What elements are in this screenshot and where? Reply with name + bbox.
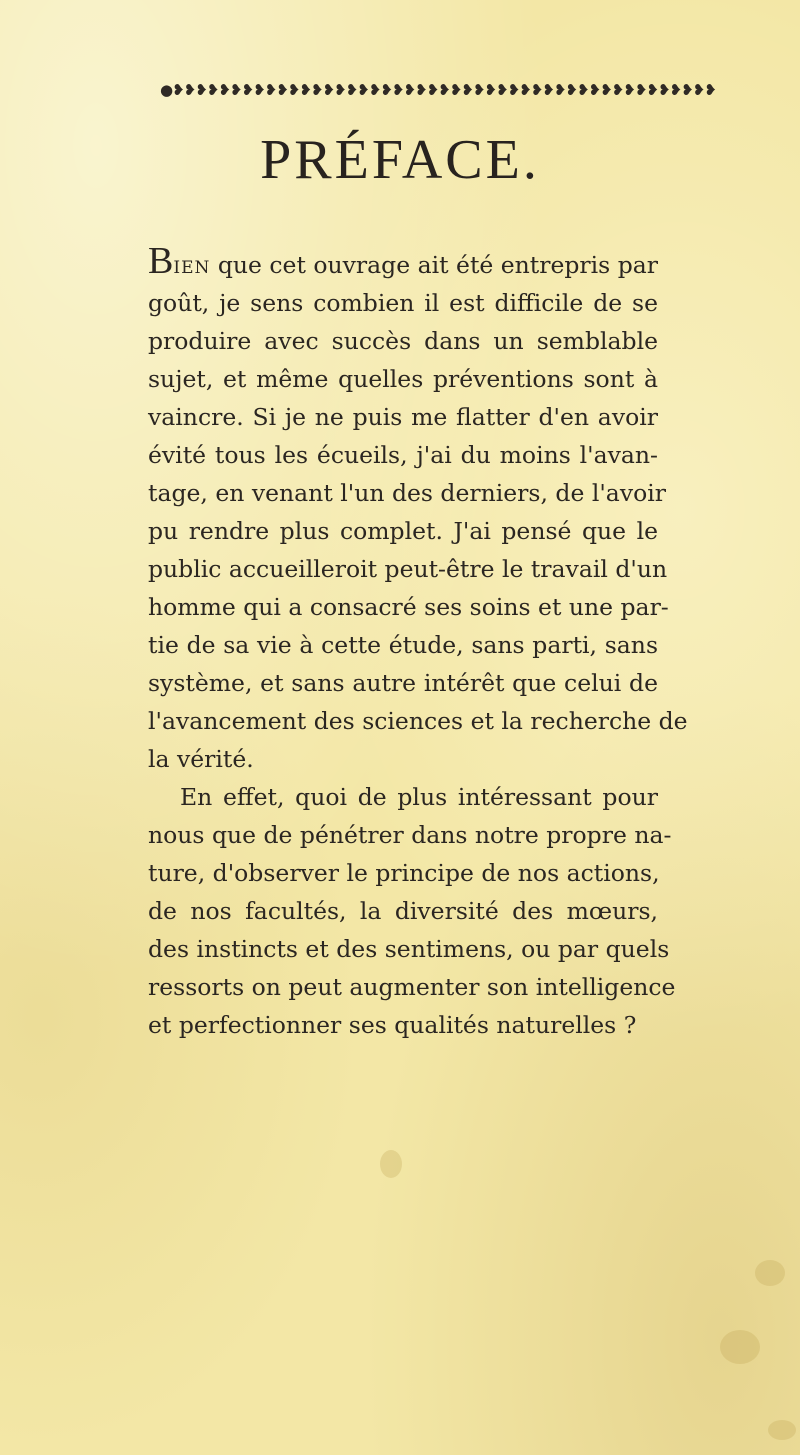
preface-text bbox=[148, 240, 688, 1044]
text-line: BIEN que cet ouvrage ait été entrepris par bbox=[148, 240, 658, 282]
text-line: homme qui a consacré ses soins et une par- bbox=[148, 593, 669, 621]
text-line: l'avancement des sciences et la recherche de bbox=[148, 707, 688, 735]
text-line: tage, en venant l'un des derniers, de l'avoir bbox=[148, 479, 666, 507]
paragraph-2 bbox=[148, 778, 676, 1044]
text-line: des instincts et des sentimens, ou par quels bbox=[148, 935, 670, 963]
text-line: sujet, et même quelles préventions sont à bbox=[148, 365, 658, 393]
drop-cap: B bbox=[148, 240, 174, 282]
text-line: produire avec succès dans un semblable bbox=[148, 327, 658, 355]
text-line: de nos facultés, la diversité des mœurs, bbox=[148, 897, 658, 925]
page-title: PRÉFACE. bbox=[260, 129, 540, 191]
text-line: public accueilleroit peut-être le travail d'un bbox=[148, 555, 668, 583]
text-line: vaincre. Si je ne puis me flatter d'en avoir bbox=[148, 403, 658, 431]
paper-stain bbox=[380, 1150, 402, 1178]
paragraph-1 bbox=[148, 240, 688, 778]
paper-stain bbox=[755, 1260, 785, 1286]
text-line: la vérité. bbox=[148, 745, 254, 773]
decorative-border: ●❥❥❥❥❥❥❥❥❥❥❥❥❥❥❥❥❥❥❥❥❥❥❥❥❥❥❥❥❥❥❥❥❥❥❥❥❥❥❥❥❥❥❥❥❥❥❥ bbox=[160, 81, 716, 99]
text-line: En effet, quoi de plus intéressant pour bbox=[180, 783, 658, 811]
text-line: système, et sans autre intérêt que celui de bbox=[148, 669, 658, 697]
text-line: goût, je sens combien il est difficile de se bbox=[148, 289, 658, 317]
paper-stain bbox=[768, 1420, 796, 1440]
text-line: nous que de pénétrer dans notre propre na- bbox=[148, 821, 672, 849]
text-line: évité tous les écueils, j'ai du moins l'avan- bbox=[148, 441, 658, 469]
paper-stain bbox=[720, 1330, 760, 1364]
text-line: tie de sa vie à cette étude, sans parti, sans bbox=[148, 631, 658, 659]
small-caps-word: IEN bbox=[173, 258, 211, 278]
text-line: ture, d'observer le principe de nos actions, bbox=[148, 859, 660, 887]
text-line: pu rendre plus complet. J'ai pensé que le bbox=[148, 517, 658, 545]
text-line: ressorts on peut augmenter son intelligence bbox=[148, 973, 676, 1001]
text-line: et perfectionner ses qualités naturelles ? bbox=[148, 1011, 637, 1039]
